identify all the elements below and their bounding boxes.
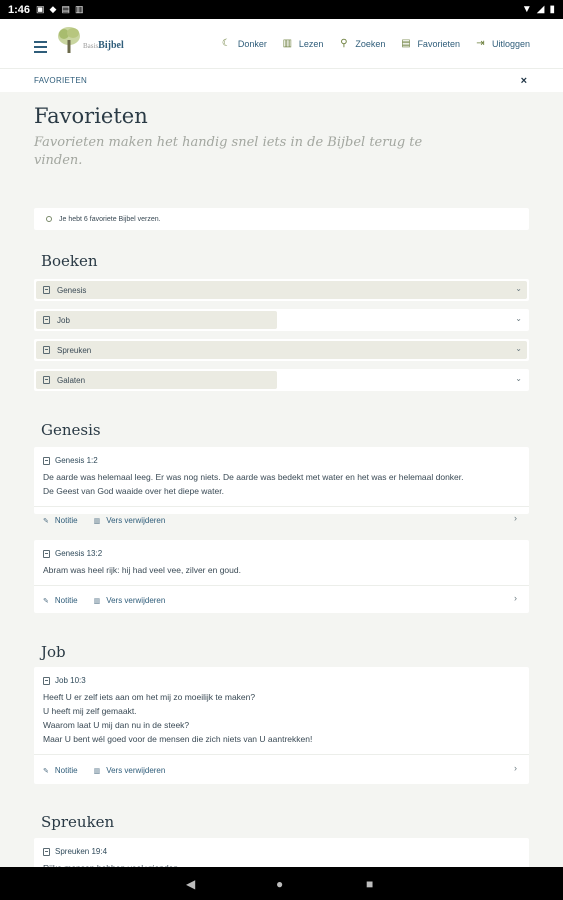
book-open-icon: ▥ bbox=[282, 38, 293, 49]
verse-card bbox=[34, 540, 529, 613]
note-label: Notitie bbox=[54, 596, 78, 605]
book-item[interactable] bbox=[34, 279, 529, 301]
book-name: Spreuken bbox=[57, 345, 92, 355]
tree-logo-icon bbox=[56, 25, 82, 55]
verse-card bbox=[34, 667, 529, 784]
book-progress-fill bbox=[36, 341, 527, 359]
nav-label: Zoeken bbox=[355, 38, 386, 49]
notification-icon: ▣ bbox=[36, 4, 45, 14]
book-progress-fill bbox=[36, 281, 527, 299]
search-icon: ⚲ bbox=[340, 38, 348, 49]
nav-logout[interactable] bbox=[475, 38, 530, 49]
info-banner bbox=[34, 208, 529, 230]
book-name: Genesis bbox=[57, 285, 87, 295]
breadcrumb-bar bbox=[0, 68, 563, 92]
verse-line: U heeft mij zelf gemaakt. bbox=[43, 706, 137, 716]
verse-line: De aarde was helemaal leeg. Er was nog niets. De aarde was bedekt met water en het was er helemaal donker. bbox=[43, 472, 464, 482]
verse-ref[interactable]: Genesis 13:2 bbox=[55, 549, 103, 558]
section-heading: Genesis bbox=[41, 421, 101, 439]
nfc-icon: ▤ bbox=[61, 4, 70, 14]
moon-icon: ☾ bbox=[221, 38, 231, 49]
back-icon[interactable]: ◀ bbox=[186, 877, 196, 891]
nav-search[interactable] bbox=[338, 38, 385, 49]
remove-verse-button[interactable] bbox=[94, 516, 166, 525]
verse-text bbox=[43, 690, 523, 746]
chevron-down-icon: ⌄ bbox=[515, 344, 522, 353]
note-icon: ✎ bbox=[43, 597, 49, 605]
book-icon bbox=[43, 286, 50, 294]
verse-line: Heeft U er zelf iets aan om het mij zo moeilijk te maken? bbox=[43, 692, 256, 702]
chevron-right-icon[interactable]: › bbox=[514, 593, 517, 603]
trash-icon: ▥ bbox=[93, 597, 101, 605]
book-name: Galaten bbox=[57, 375, 86, 385]
book-item[interactable] bbox=[34, 339, 529, 361]
info-icon bbox=[46, 216, 52, 222]
remove-verse-button[interactable] bbox=[94, 596, 166, 605]
remove-verse-button[interactable] bbox=[94, 766, 166, 775]
book-item[interactable] bbox=[34, 309, 529, 331]
divider bbox=[34, 585, 529, 586]
chevron-down-icon: ⌄ bbox=[515, 284, 522, 293]
book-item[interactable] bbox=[34, 369, 529, 391]
chevron-right-icon[interactable]: › bbox=[514, 763, 517, 773]
verse-ref[interactable]: Genesis 1:2 bbox=[55, 456, 98, 465]
nav-dark-mode[interactable] bbox=[221, 38, 267, 49]
recents-icon[interactable]: ■ bbox=[366, 877, 374, 891]
nav-label: Lezen bbox=[298, 38, 324, 49]
book-icon bbox=[43, 550, 50, 558]
book-icon bbox=[43, 316, 50, 324]
menu-icon[interactable] bbox=[34, 41, 47, 56]
page-subtitle: Favorieten maken het handig snel iets in de Bijbel terug te vinden. bbox=[34, 135, 423, 168]
chevron-down-icon: ⌄ bbox=[515, 374, 522, 383]
note-icon: ✎ bbox=[43, 767, 49, 775]
verse-text bbox=[43, 563, 523, 577]
logout-icon: ⇥ bbox=[476, 38, 485, 49]
verse-card bbox=[34, 447, 529, 525]
nav-label: Favorieten bbox=[417, 38, 460, 49]
system-nav-bar bbox=[0, 867, 563, 900]
book-name: Job bbox=[57, 315, 70, 325]
info-text: Je hebt 6 favoriete Bijbel verzen. bbox=[59, 215, 161, 223]
section-heading: Spreuken bbox=[41, 813, 115, 831]
chevron-right-icon[interactable]: › bbox=[514, 513, 517, 523]
remove-label: Vers verwijderen bbox=[106, 516, 166, 525]
note-label: Notitie bbox=[54, 766, 78, 775]
trash-icon: ▥ bbox=[93, 517, 101, 525]
logo-name: Bijbel bbox=[98, 40, 124, 51]
book-icon bbox=[43, 457, 50, 465]
books-heading: Boeken bbox=[41, 252, 98, 270]
shield-icon: ◆ bbox=[49, 4, 57, 14]
book-icon bbox=[43, 677, 50, 685]
status-time: 1:46 bbox=[8, 3, 31, 16]
divider bbox=[34, 506, 529, 507]
main-content bbox=[0, 92, 563, 867]
verse-ref[interactable]: Spreuken 19:4 bbox=[55, 847, 108, 856]
page-title: Favorieten bbox=[34, 104, 148, 128]
chevron-down-icon: ⌄ bbox=[515, 314, 522, 323]
sd-icon: ▥ bbox=[74, 4, 84, 14]
verse-line: Waarom laat U mij dan nu in de steek? bbox=[43, 720, 190, 730]
wifi-icon: ▼ bbox=[521, 4, 532, 15]
note-icon: ✎ bbox=[43, 517, 49, 525]
verse-line: Abram was heel rijk: hij had veel vee, zilver en goud. bbox=[43, 565, 241, 575]
book-icon bbox=[43, 346, 50, 354]
verse-text bbox=[43, 470, 523, 498]
divider bbox=[34, 754, 529, 755]
logo-prefix: Basis bbox=[83, 42, 99, 50]
nav-label: Uitloggen bbox=[491, 38, 530, 49]
note-button[interactable] bbox=[43, 766, 78, 775]
book-progress-fill bbox=[36, 311, 277, 329]
top-navigation bbox=[0, 19, 563, 68]
remove-label: Vers verwijderen bbox=[106, 596, 166, 605]
status-bar bbox=[0, 0, 563, 19]
verse-ref[interactable]: Job 10:3 bbox=[55, 676, 86, 685]
remove-label: Vers verwijderen bbox=[106, 766, 166, 775]
home-icon[interactable]: ● bbox=[276, 877, 284, 891]
note-button[interactable] bbox=[43, 596, 78, 605]
verse-line: De Geest van God waaide over het diepe water. bbox=[43, 486, 224, 496]
book-icon bbox=[43, 376, 50, 384]
verse-line: Maar U bent wél goed voor de mensen die zich niets van U aantrekken! bbox=[43, 734, 313, 744]
close-icon[interactable]: × bbox=[520, 74, 527, 87]
note-button[interactable] bbox=[43, 516, 78, 525]
trash-icon: ▥ bbox=[93, 767, 101, 775]
note-label: Notitie bbox=[54, 516, 78, 525]
section-heading: Job bbox=[41, 643, 66, 661]
breadcrumb[interactable]: FAVORIETEN bbox=[34, 76, 88, 85]
book-icon bbox=[43, 848, 50, 856]
nav-read[interactable] bbox=[282, 38, 324, 49]
bookmark-icon: ▤ bbox=[401, 38, 411, 49]
signal-icon: ◢ bbox=[536, 4, 545, 15]
nav-label: Donker bbox=[237, 38, 267, 49]
battery-icon: ▮ bbox=[549, 4, 555, 15]
logo[interactable] bbox=[56, 25, 124, 55]
nav-favorites[interactable] bbox=[400, 38, 460, 49]
